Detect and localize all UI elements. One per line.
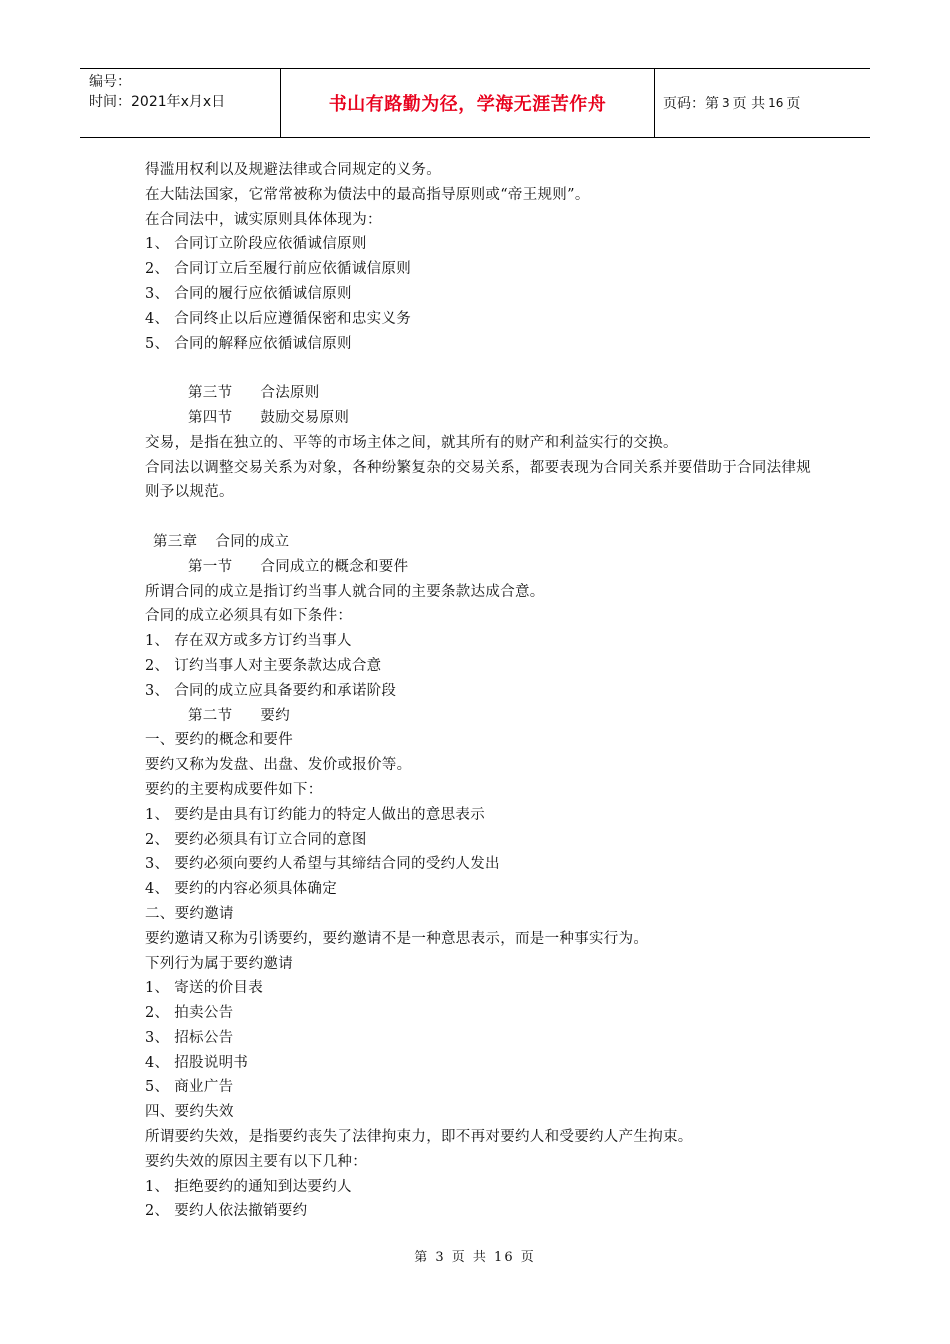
list-item: 3、 招标公告	[145, 1029, 234, 1046]
list-item: 5、 合同的解释应依循诚信原则	[145, 335, 352, 352]
page-footer: 第 3 页 共 16 页	[414, 1250, 536, 1265]
header-motto: 书山有路勤为径，学海无涯苦作舟	[281, 69, 655, 137]
list-item: 1、 合同订立阶段应依循诚信原则	[145, 236, 367, 253]
section-heading	[145, 555, 825, 580]
list-item: 2、 要约人依法撤销要约	[145, 1203, 308, 1220]
section-title: 合法原则	[260, 385, 320, 402]
page-number: 3	[722, 96, 730, 110]
list-item: 3、 要约必须向要约人希望与其缔结合同的受约人发出	[145, 856, 500, 873]
list-item: 2、 拍卖公告	[145, 1005, 234, 1022]
section-title: 鼓励交易原则	[260, 409, 350, 426]
paragraph: 所谓合同的成立是指订约当事人就合同的主要条款达成合意。	[145, 583, 545, 600]
paragraph: 在合同法中，诚实原则具体体现为：	[145, 211, 382, 228]
number-label: 编号：	[89, 74, 131, 90]
paragraph: 合同的成立必须具有如下条件：	[145, 608, 353, 625]
list-item: 4、 要约的内容必须具体确定	[145, 881, 338, 898]
page-suffix: 页	[786, 96, 801, 112]
list-item: 2、 合同订立后至履行前应依循诚信原则	[145, 261, 412, 278]
list-item: 5、 商业广告	[145, 1079, 234, 1096]
chapter-number: 第三章	[153, 533, 198, 550]
subheading: 一、要约的概念和要件	[145, 732, 293, 749]
header-page-info	[655, 69, 870, 137]
list-item: 1、 寄送的价目表	[145, 980, 264, 997]
page-total: 16	[768, 96, 784, 110]
page-mid: 页 共	[732, 96, 766, 112]
paragraph: 要约的主要构成要件如下：	[145, 781, 323, 798]
list-item: 4、 合同终止以后应遵循保密和忠实义务	[145, 310, 412, 327]
list-item: 1、 拒绝要约的通知到达要约人	[145, 1178, 352, 1195]
section-number: 第二节	[188, 707, 233, 724]
list-item: 3、 合同的履行应依循诚信原则	[145, 285, 352, 302]
paragraph: 所谓要约失效，是指要约丧失了法律拘束力，即不再对要约人和受要约人产生拘束。	[145, 1129, 693, 1146]
list-item: 1、 存在双方或多方订约当事人	[145, 633, 352, 650]
subheading: 四、要约失效	[145, 1104, 234, 1121]
header-meta	[80, 69, 281, 137]
paragraph: 要约失效的原因主要有以下几种：	[145, 1153, 367, 1170]
section-heading	[145, 704, 825, 729]
page-header	[80, 68, 870, 138]
paragraph: 合同法以调整交易关系为对象，各种纷繁复杂的交易关系，都要表现为合同关系并要借助于合同法律规则予以规范。	[145, 459, 811, 501]
subheading: 二、要约邀请	[145, 905, 234, 922]
section-number: 第四节	[188, 409, 233, 426]
page-label: 页码：第	[663, 96, 719, 112]
list-item: 3、 合同的成立应具备要约和承诺阶段	[145, 682, 397, 699]
section-number: 第三节	[188, 385, 233, 402]
chapter-title: 合同的成立	[215, 533, 290, 550]
paragraph: 要约又称为发盘、出盘、发价或报价等。	[145, 757, 412, 774]
list-item: 2、 要约必须具有订立合同的意图	[145, 831, 367, 848]
list-item: 4、 招股说明书	[145, 1054, 249, 1071]
paragraph: 得滥用权利以及规避法律或合同规定的义务。	[145, 162, 441, 178]
paragraph: 下列行为属于要约邀请	[145, 955, 293, 972]
list-item: 1、 要约是由具有订约能力的特定人做出的意思表示	[145, 806, 486, 823]
date-label: 时间：2021年x月x日	[89, 94, 226, 110]
list-item: 2、 订约当事人对主要条款达成合意	[145, 657, 382, 674]
paragraph: 在大陆法国家，它常常被称为债法中的最高指导原则或“帝王规则”。	[145, 186, 590, 203]
section-heading	[145, 381, 825, 406]
document-body	[145, 158, 825, 1224]
section-number: 第一节	[188, 558, 233, 575]
paragraph: 交易，是指在独立的、平等的市场主体之间，就其所有的财产和利益实行的交换。	[145, 434, 678, 451]
section-title: 合同成立的概念和要件	[260, 558, 409, 575]
chapter-heading	[145, 530, 825, 555]
section-title: 要约	[260, 707, 291, 724]
section-heading	[145, 406, 825, 431]
paragraph: 要约邀请又称为引诱要约，要约邀请不是一种意思表示，而是一种事实行为。	[145, 930, 649, 947]
